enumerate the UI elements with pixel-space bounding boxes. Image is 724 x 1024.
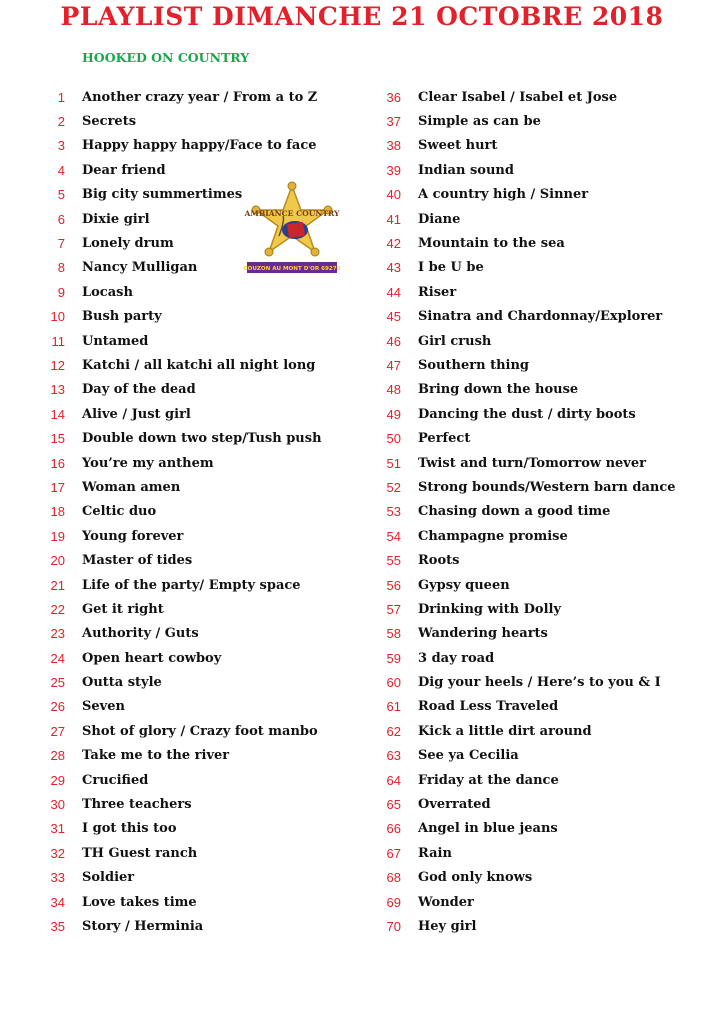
playlist-row bbox=[40, 695, 370, 719]
track-number: 53 bbox=[386, 504, 401, 520]
playlist-row bbox=[376, 817, 706, 841]
track-number: 43 bbox=[386, 260, 401, 276]
playlist-row bbox=[376, 353, 706, 377]
track-number: 57 bbox=[386, 601, 401, 617]
playlist-row bbox=[40, 500, 370, 524]
track-number: 12 bbox=[50, 357, 65, 373]
playlist-row bbox=[376, 744, 706, 768]
playlist-column-right bbox=[376, 85, 706, 939]
track-title: Kick a little dirt around bbox=[418, 723, 592, 739]
logo-bottom-text: COUZON AU MONT D'OR 69270 bbox=[243, 266, 341, 272]
track-number: 39 bbox=[386, 162, 401, 178]
track-number: 40 bbox=[386, 187, 401, 203]
playlist-row bbox=[376, 719, 706, 743]
playlist-row bbox=[40, 524, 370, 548]
track-number: 30 bbox=[50, 797, 65, 813]
playlist-row bbox=[376, 475, 706, 499]
track-title: Big city summertimes bbox=[82, 187, 243, 203]
playlist-row bbox=[376, 158, 706, 182]
playlist-row bbox=[40, 646, 370, 670]
track-number: 58 bbox=[386, 626, 401, 642]
track-number: 16 bbox=[50, 455, 65, 471]
track-number: 1 bbox=[57, 89, 65, 105]
track-title: Authority / Guts bbox=[82, 626, 199, 642]
track-number: 28 bbox=[50, 748, 65, 764]
track-number: 29 bbox=[50, 772, 65, 788]
page-title: PLAYLIST DIMANCHE 21 OCTOBRE 2018 bbox=[60, 2, 664, 31]
track-number: 59 bbox=[386, 650, 401, 666]
playlist-row bbox=[376, 109, 706, 133]
track-title: Alive / Just girl bbox=[82, 406, 191, 422]
track-title: Outta style bbox=[82, 675, 162, 691]
track-number: 41 bbox=[386, 211, 401, 227]
track-title: Seven bbox=[82, 699, 125, 715]
track-title: Bush party bbox=[82, 309, 162, 325]
playlist-row bbox=[40, 841, 370, 865]
track-number: 51 bbox=[386, 455, 401, 471]
playlist-row bbox=[40, 158, 370, 182]
playlist-row bbox=[40, 402, 370, 426]
track-title: Twist and turn/Tomorrow never bbox=[418, 455, 646, 471]
track-title: Sweet hurt bbox=[418, 138, 498, 154]
track-number: 60 bbox=[386, 675, 401, 691]
playlist-row bbox=[376, 402, 706, 426]
track-number: 32 bbox=[50, 845, 65, 861]
track-number: 31 bbox=[50, 821, 65, 837]
club-logo bbox=[243, 180, 341, 280]
track-number: 24 bbox=[50, 650, 65, 666]
track-title: Champagne promise bbox=[418, 528, 568, 544]
track-number: 50 bbox=[386, 431, 401, 447]
track-title: God only knows bbox=[418, 870, 533, 886]
track-number: 54 bbox=[386, 528, 401, 544]
track-title: Sinatra and Chardonnay/Explorer bbox=[418, 309, 663, 325]
track-number: 46 bbox=[386, 333, 401, 349]
track-title: TH Guest ranch bbox=[82, 845, 198, 861]
track-title: Hey girl bbox=[418, 918, 477, 934]
track-number: 8 bbox=[57, 260, 65, 276]
track-number: 21 bbox=[50, 577, 65, 593]
track-title: Dixie girl bbox=[82, 211, 150, 227]
playlist-row bbox=[376, 305, 706, 329]
track-title: Mountain to the sea bbox=[418, 236, 565, 252]
playlist-row bbox=[376, 768, 706, 792]
track-number: 48 bbox=[386, 382, 401, 398]
track-number: 20 bbox=[50, 553, 65, 569]
playlist-row bbox=[376, 890, 706, 914]
track-title: I be U be bbox=[418, 260, 484, 276]
track-title: See ya Cecilia bbox=[418, 748, 519, 764]
playlist-row bbox=[376, 231, 706, 255]
playlist-row bbox=[40, 548, 370, 572]
track-number: 4 bbox=[57, 162, 65, 178]
track-number: 64 bbox=[386, 772, 401, 788]
track-title: Secrets bbox=[82, 114, 137, 130]
track-number: 11 bbox=[51, 333, 65, 349]
playlist-row bbox=[40, 475, 370, 499]
playlist-row bbox=[376, 695, 706, 719]
track-number: 27 bbox=[50, 723, 65, 739]
playlist-row bbox=[376, 597, 706, 621]
track-title: Simple as can be bbox=[418, 114, 541, 130]
track-number: 45 bbox=[386, 309, 401, 325]
track-number: 49 bbox=[386, 406, 401, 422]
sheriff-star-icon bbox=[243, 180, 341, 280]
track-number: 42 bbox=[386, 236, 401, 252]
playlist-row bbox=[376, 85, 706, 109]
playlist-row bbox=[376, 622, 706, 646]
track-title: Locash bbox=[82, 284, 133, 300]
track-title: Dear friend bbox=[82, 162, 166, 178]
track-number: 34 bbox=[50, 894, 65, 910]
playlist-row bbox=[40, 280, 370, 304]
track-title: Drinking with Dolly bbox=[418, 601, 562, 617]
track-title: Another crazy year / From a to Z bbox=[82, 89, 318, 105]
track-title: Love takes time bbox=[82, 894, 197, 910]
track-title: Perfect bbox=[418, 431, 471, 447]
track-title: Story / Herminia bbox=[82, 918, 204, 934]
track-title: Indian sound bbox=[418, 162, 514, 178]
playlist-row bbox=[376, 524, 706, 548]
playlist-row bbox=[376, 792, 706, 816]
playlist-row bbox=[40, 597, 370, 621]
track-number: 3 bbox=[57, 138, 65, 154]
track-number: 68 bbox=[386, 870, 401, 886]
track-title: Happy happy happy/Face to face bbox=[82, 138, 317, 154]
track-title: Woman amen bbox=[82, 479, 181, 495]
playlist-row bbox=[376, 866, 706, 890]
track-title: Southern thing bbox=[418, 357, 530, 373]
track-title: Master of tides bbox=[82, 553, 193, 569]
track-number: 65 bbox=[386, 797, 401, 813]
track-title: Dancing the dust / dirty boots bbox=[418, 406, 636, 422]
track-title: Diane bbox=[418, 211, 461, 227]
track-number: 37 bbox=[386, 114, 401, 130]
track-number: 17 bbox=[50, 479, 65, 495]
playlist-row bbox=[376, 256, 706, 280]
track-number: 61 bbox=[386, 699, 401, 715]
playlist-row bbox=[40, 719, 370, 743]
track-number: 52 bbox=[386, 479, 401, 495]
track-title: You’re my anthem bbox=[82, 455, 214, 471]
track-number: 63 bbox=[386, 748, 401, 764]
track-title: Rain bbox=[418, 845, 452, 861]
track-number: 69 bbox=[386, 894, 401, 910]
track-title: Katchi / all katchi all night long bbox=[82, 357, 316, 373]
track-title: Celtic duo bbox=[82, 504, 157, 520]
playlist-row bbox=[40, 134, 370, 158]
playlist-row bbox=[40, 378, 370, 402]
track-number: 55 bbox=[386, 553, 401, 569]
section-subtitle: HOOKED ON COUNTRY bbox=[82, 50, 250, 65]
playlist-row bbox=[376, 646, 706, 670]
playlist-row bbox=[40, 329, 370, 353]
track-number: 19 bbox=[50, 528, 65, 544]
track-title: Overrated bbox=[418, 797, 491, 813]
playlist-row bbox=[40, 744, 370, 768]
track-title: Roots bbox=[418, 553, 460, 569]
track-title: Girl crush bbox=[418, 333, 492, 349]
playlist-row bbox=[40, 426, 370, 450]
track-title: Three teachers bbox=[82, 797, 192, 813]
track-number: 6 bbox=[57, 211, 65, 227]
playlist-row bbox=[40, 573, 370, 597]
track-title: Young forever bbox=[82, 528, 184, 544]
track-number: 36 bbox=[386, 89, 401, 105]
track-number: 56 bbox=[386, 577, 401, 593]
track-title: Chasing down a good time bbox=[418, 504, 611, 520]
track-title: Riser bbox=[418, 284, 457, 300]
track-title: Take me to the river bbox=[82, 748, 230, 764]
playlist-row bbox=[40, 768, 370, 792]
logo-top-text: AMBIANCE COUNTRY bbox=[244, 209, 340, 218]
playlist-row bbox=[40, 305, 370, 329]
track-title: Gypsy queen bbox=[418, 577, 510, 593]
playlist-row bbox=[376, 841, 706, 865]
playlist-row bbox=[376, 914, 706, 938]
track-number: 18 bbox=[50, 504, 65, 520]
playlist-row bbox=[40, 890, 370, 914]
track-number: 23 bbox=[50, 626, 65, 642]
track-title: Wonder bbox=[418, 894, 474, 910]
playlist-row bbox=[40, 85, 370, 109]
track-title: I got this too bbox=[82, 821, 177, 837]
track-title: Angel in blue jeans bbox=[418, 821, 558, 837]
playlist-row bbox=[40, 451, 370, 475]
playlist-row bbox=[40, 866, 370, 890]
track-title: Double down two step/Tush push bbox=[82, 431, 322, 447]
track-title: Crucified bbox=[82, 772, 149, 788]
track-title: Life of the party/ Empty space bbox=[82, 577, 301, 593]
track-number: 70 bbox=[386, 918, 401, 934]
track-number: 47 bbox=[386, 357, 401, 373]
track-title: Friday at the dance bbox=[418, 772, 559, 788]
track-title: Get it right bbox=[82, 601, 164, 617]
track-number: 25 bbox=[50, 675, 65, 691]
playlist-row bbox=[376, 548, 706, 572]
track-number: 22 bbox=[50, 601, 65, 617]
track-title: A country high / Sinner bbox=[418, 187, 589, 203]
track-number: 9 bbox=[57, 284, 65, 300]
track-title: Road Less Traveled bbox=[418, 699, 559, 715]
playlist-row bbox=[376, 378, 706, 402]
track-number: 7 bbox=[57, 236, 65, 252]
track-title: Soldier bbox=[82, 870, 135, 886]
track-number: 62 bbox=[386, 723, 401, 739]
playlist-row bbox=[376, 426, 706, 450]
track-title: Untamed bbox=[82, 333, 149, 349]
track-title: Bring down the house bbox=[418, 382, 579, 398]
track-title: Dig your heels / Here’s to you & I bbox=[418, 675, 661, 691]
playlist-row bbox=[40, 109, 370, 133]
track-number: 26 bbox=[50, 699, 65, 715]
track-number: 15 bbox=[50, 431, 65, 447]
playlist-row bbox=[40, 792, 370, 816]
track-number: 10 bbox=[50, 309, 65, 325]
track-number: 14 bbox=[50, 406, 65, 422]
track-title: Shot of glory / Crazy foot manbo bbox=[82, 723, 318, 739]
playlist-row bbox=[40, 914, 370, 938]
track-title: Day of the dead bbox=[82, 382, 196, 398]
track-title: 3 day road bbox=[418, 650, 495, 666]
playlist-row bbox=[376, 280, 706, 304]
playlist-row bbox=[40, 817, 370, 841]
track-title: Open heart cowboy bbox=[82, 650, 222, 666]
track-number: 66 bbox=[386, 821, 401, 837]
track-number: 38 bbox=[386, 138, 401, 154]
track-number: 44 bbox=[386, 284, 401, 300]
track-number: 13 bbox=[50, 382, 65, 398]
playlist-row bbox=[376, 134, 706, 158]
track-title: Strong bounds/Western barn dance bbox=[418, 479, 676, 495]
track-title: Lonely drum bbox=[82, 236, 174, 252]
playlist-row bbox=[40, 622, 370, 646]
playlist-row bbox=[376, 500, 706, 524]
playlist-row bbox=[376, 670, 706, 694]
track-number: 35 bbox=[50, 918, 65, 934]
track-title: Nancy Mulligan bbox=[82, 260, 198, 276]
playlist-row bbox=[40, 353, 370, 377]
track-number: 67 bbox=[386, 845, 401, 861]
playlist-row bbox=[376, 573, 706, 597]
track-title: Wandering hearts bbox=[418, 626, 548, 642]
playlist-row bbox=[376, 207, 706, 231]
playlist-row bbox=[376, 183, 706, 207]
track-title: Clear Isabel / Isabel et Jose bbox=[418, 89, 618, 105]
playlist-row bbox=[40, 670, 370, 694]
track-number: 5 bbox=[57, 187, 65, 203]
playlist-row bbox=[376, 451, 706, 475]
playlist-row bbox=[376, 329, 706, 353]
track-number: 2 bbox=[57, 114, 65, 130]
track-number: 33 bbox=[50, 870, 65, 886]
